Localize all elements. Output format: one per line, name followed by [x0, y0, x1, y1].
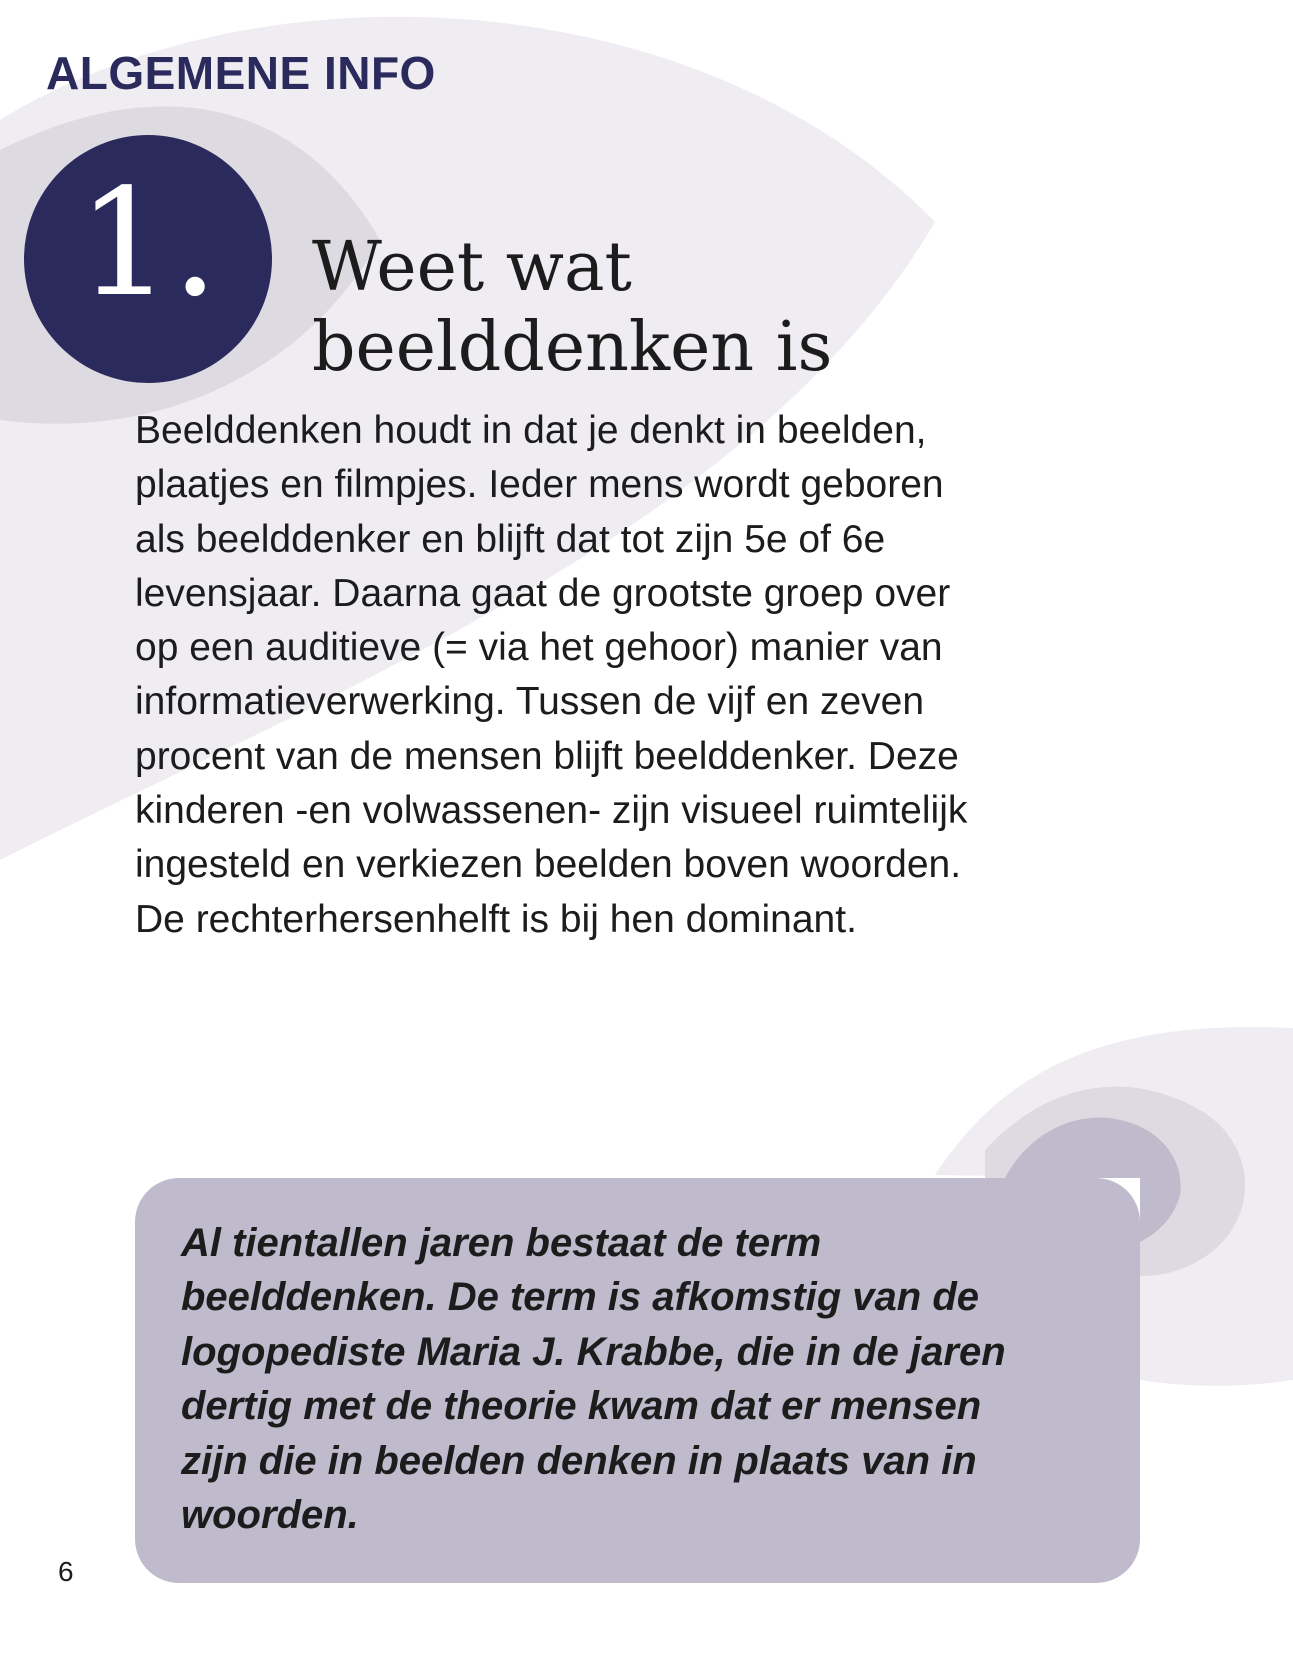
body-line: plaatjes en filmpjes. Ieder mens wordt geboren [135, 463, 944, 507]
title-line: Weet wat [312, 228, 632, 307]
section-label: ALGEMENE INFO [46, 47, 436, 99]
body-line: informatieverwerking. Tussen de vijf en zeven [135, 680, 925, 724]
body-line: als beelddenker en blijft dat tot zijn 5e of 6e [135, 517, 886, 561]
quote-line: Al tientallen jaren bestaat de term [181, 1221, 822, 1265]
number-badge [24, 135, 272, 383]
body-line: levensjaar. Daarna gaat de grootste groep over [135, 571, 951, 615]
page-title [312, 228, 832, 388]
page-number: 6 [58, 1556, 74, 1587]
quote-box [135, 1178, 1140, 1583]
quote-line: dertig met de theorie kwam dat er mensen [181, 1384, 982, 1429]
body-line: Beelddenken houdt in dat je denkt in beelden, [135, 409, 927, 452]
body-line: De rechterhersenhelft is bij hen dominant. [135, 897, 857, 941]
body-line: kinderen -en volwassenen- zijn visueel ruimtelijk [135, 789, 968, 833]
title-line: beelddenken is [312, 308, 833, 387]
body-line: procent van de mensen blijft beelddenker. Deze [135, 734, 959, 778]
quote-line: woorden. [181, 1493, 359, 1538]
body-line: ingesteld en verkiezen beelden boven woorden. [135, 843, 962, 887]
quote-line: logopediste Maria J. Krabbe, die in de jaren [181, 1329, 1006, 1374]
body-paragraph [135, 404, 1115, 947]
body-line: op een auditieve (= via het gehoor) manier van [135, 626, 943, 670]
badge-number: 1. [77, 157, 219, 329]
quote-line: beelddenken. De term is afkomstig van de [181, 1275, 980, 1320]
quote-line: zijn die in beelden denken in plaats van in [181, 1438, 977, 1483]
quote-text [181, 1216, 1006, 1542]
